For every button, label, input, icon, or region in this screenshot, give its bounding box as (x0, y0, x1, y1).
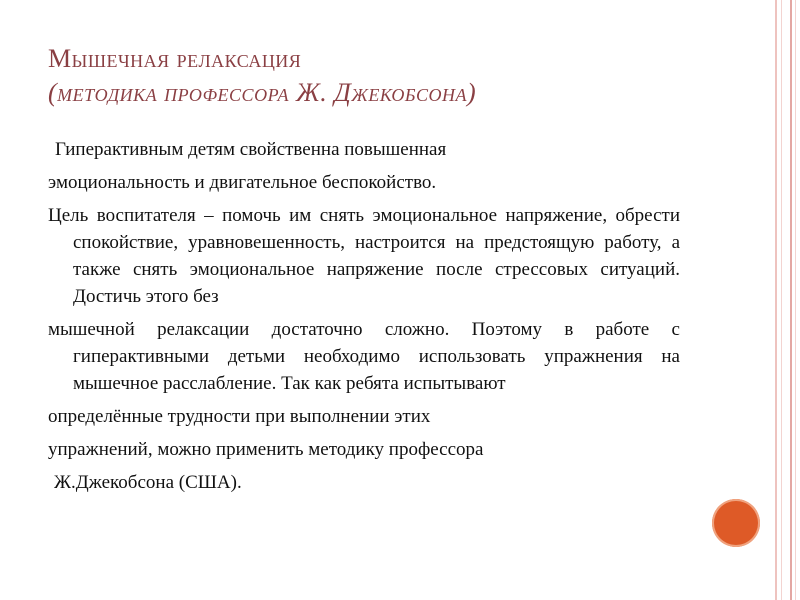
paragraph-7: Ж.Джекобсона (США). (54, 472, 242, 493)
slide-title-line2: (методика профессора Ж. Джекобсона) (48, 78, 477, 107)
slide-title (48, 42, 748, 110)
frame-line-outer (790, 0, 792, 600)
paragraph-1: Гиперактивным детям свойственна повышенная (55, 139, 447, 160)
accent-circle (712, 499, 760, 547)
frame-line-inner-thin (781, 0, 782, 600)
paragraph-2: эмоциональность и двигательное беспокойство. (48, 172, 437, 193)
paragraph-5: определённые трудности при выполнении этих (48, 406, 431, 427)
paragraph-4: мышечной релаксации достаточно сложно. Поэтому в работе с гиперактивными детьми необходимо использовать упражнения на мышечное расслабление. Так как ребята испытывают (48, 319, 680, 394)
slide-title-line1: Мышечная релаксация (48, 44, 302, 73)
slide-body (48, 136, 680, 502)
frame-line-inner (775, 0, 777, 600)
paragraph-3: Цель воспитателя – помочь им снять эмоциональное напряжение, обрести спокойствие, уравновешенность, настроится на предстоящую работу, а также снять эмоциональное напряжение после стрессовых ситуаций. Достичь этого без (48, 205, 680, 307)
frame-line-outer-thin (795, 0, 796, 600)
paragraph-6: упражнений, можно применить методику профессора (48, 439, 484, 460)
